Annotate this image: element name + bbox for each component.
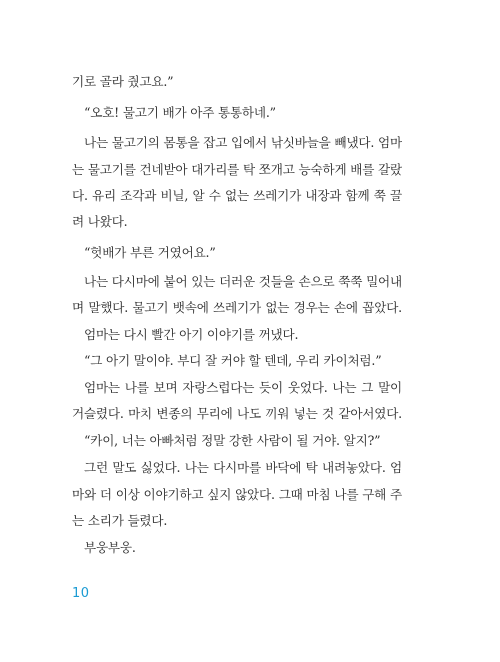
text-line: 엄마는 나를 보며 자랑스럽다는 듯이 웃었다. 나는 그 말이 [84,380,402,395]
text-line: 나는 물고기의 몸통을 잡고 입에서 낚싯바늘을 빼냈다. 엄마 [84,135,402,150]
text-line: “카이, 너는 아빠처럼 정말 강한 사람이 될 거야. 알지?” [84,433,381,448]
text-line: “헛배가 부른 거였어요.” [84,245,216,260]
text-line: 는 물고기를 건네받아 대가리를 탁 쪼개고 능숙하게 배를 갈랐 [72,162,402,177]
text-line: 다. 유리 조각과 비닐, 알 수 없는 쓰레기가 내장과 함께 쭉 끌 [72,188,402,203]
text-line: 려 나왔다. [72,214,128,229]
text-line: 나는 다시마에 붙어 있는 더러운 것들을 손으로 쭉쭉 밀어내 [84,274,402,289]
text-line: 는 소리가 들렸다. [72,513,168,528]
text-line: 엄마는 다시 빨간 아기 이야기를 꺼냈다. [84,327,299,342]
text-line: 기로 골라 줬고요.” [72,74,174,89]
text-line: 며 말했다. 물고기 뱃속에 쓰레기가 없는 경우는 손에 꼽았다. [72,300,402,315]
text-line: 거슬렸다. 마치 변종의 무리에 나도 끼워 넣는 것 같아서였다. [72,406,402,421]
text-line: “그 아기 말이야. 부디 잘 커야 할 텐데, 우리 카이처럼.” [84,353,382,368]
text-line: 부웅부웅. [84,540,136,555]
page-number: 10 [72,586,90,601]
text-line: 마와 더 이상 이야기하고 싶지 않았다. 그때 마침 나를 구해 주 [72,487,402,502]
text-line: 그런 말도 싫었다. 나는 다시마를 바닥에 탁 내려놓았다. 엄 [84,460,402,475]
text-line: “오호! 물고기 배가 아주 통통하네.” [84,105,276,120]
